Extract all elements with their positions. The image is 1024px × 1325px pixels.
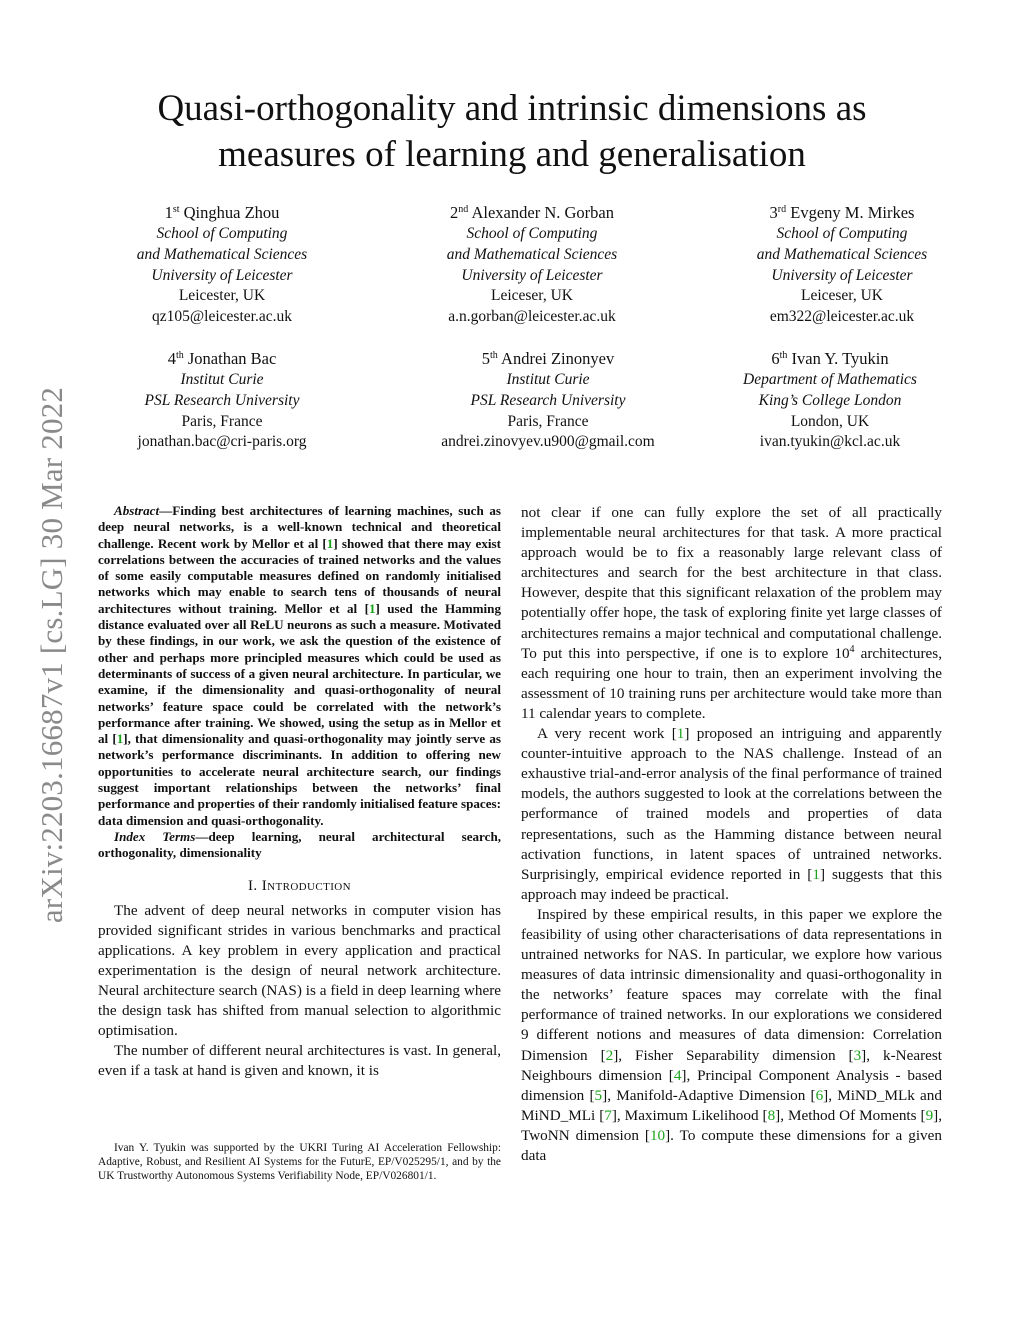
right-paragraph-3: Inspired by these empirical results, in this paper we explore the feasibility of using other characterisations of data representations in untrained networks for NAS. In particular, we explore how various measures of data intrinsic dimensionality and quasi-orthogonality in the networks’ feature spaces may correlate with the final performance of trained networks. In our explorations we considered 9 different notions and measures of data dimension: Correlation Dimension [2], Fisher Separability dimension [3], k-Nearest Neighbours dimension [4], Principal Component Analysis - based dimension [5], Manifold-Adaptive Dimension [6], MiND_MLk and MiND_MLi [7], Maximum Likelihood [8], Method Of Moments [9], TwoNN dimension [10]. To compute these dimensions for a given data: [521, 905, 943, 1164]
right-paragraph-2: A very recent work [1] proposed an intriguing and apparently counter-intuitive approach to the NAS challenge. Instead of an exhaustive trial-and-error analysis of the final performance of trained models, the authors suggested to look at the correlations between the performance of trained models and properties of data representations, such as the Hamming distance between neural activation functions, in latent spaces of untrained networks. Surprisingly, empirical evidence reported in [1] suggests that this approach may indeed be practical.: [521, 725, 942, 903]
author-affiliation: University of Leicester: [771, 266, 913, 284]
author-name: 4th Jonathan Bac: [167, 349, 277, 368]
author-affiliation: PSL Research University: [144, 391, 300, 409]
author-location: Leiceser, UK: [490, 287, 573, 305]
author-location: Paris, France: [181, 412, 263, 430]
author-affiliation: School of Computing: [466, 225, 598, 242]
title-line-2: measures of learning and generalisation: [218, 134, 806, 175]
funding-footnote: Ivan Y. Tyukin was supported by the UKRI Turing AI Acceleration Fellowship: Adaptive, Robust, and Resilient AI Systems for the FuturE, EP/V025295/1, and by the UK Trustworthy Autonomous Systems Verifiability Node, EP/V026801/1.: [98, 1142, 501, 1182]
paper-title: [100, 86, 924, 178]
author-block-1: [72, 202, 372, 328]
citation-link[interactable]: 6: [815, 1086, 824, 1104]
author-block-3: [692, 202, 992, 328]
abstract: Abstract—Finding best architectures of learning machines, such as deep neural networks, is a well-known technical and theoretical challenge. Recent work by Mellor et al [1] showed that there may exist correlations between the accuracies of trained networks and the values of some easily computable measures defined on randomly initialised networks which may enable to search tens of thousands of neural architectures without training. Mellor et al [1] used the Hamming distance evaluated over all ReLU neurons as such a measure. Motivated by these findings, in our work, we ask the question of the existence of other and perhaps more principled measures which could be used as determinants of success of a given neural architecture. In particular, we examine, if the dimensionality and quasi-orthogonality of neural networks’ feature space could be correlated with the network’s performance after training. We showed, using the setup as in Mellor et al [1], that dimensionality and quasi-orthogonality may jointly serve as network’s performance discriminants. In addition to offering new opportunities to accelerate neural architecture search, our findings suggest important relationships between the networks’ final performance and properties of their randomly initialised feature spaces: data dimension and quasi-orthogonality.: [98, 503, 501, 828]
author-name: 6th Ivan Y. Tyukin: [771, 349, 889, 368]
author-affiliation: PSL Research University: [470, 391, 626, 409]
author-email: em322@leicester.ac.uk: [769, 308, 915, 326]
author-email: jonathan.bac@cri-paris.org: [137, 433, 307, 451]
citation-link[interactable]: 2: [605, 1046, 614, 1064]
author-affiliation: and Mathematical Sciences: [756, 245, 928, 263]
author-block-6: [680, 348, 980, 453]
citation-link[interactable]: 3: [853, 1046, 862, 1064]
citation-link[interactable]: 8: [767, 1106, 776, 1124]
author-email: a.n.gorban@leicester.ac.uk: [448, 308, 616, 326]
citation-link[interactable]: 1: [326, 535, 334, 551]
author-block-2: [382, 202, 682, 328]
citation-link[interactable]: 9: [925, 1106, 934, 1124]
section-heading-introduction: I. Introduction: [248, 877, 351, 894]
author-location: Leiceser, UK: [800, 287, 883, 305]
author-block-5: [398, 348, 698, 453]
author-location: Leicester, UK: [178, 287, 266, 305]
author-location: London, UK: [790, 412, 870, 430]
author-affiliation: and Mathematical Sciences: [446, 245, 618, 263]
author-email: andrei.zinovyev.u900@gmail.com: [441, 433, 655, 451]
author-name: 5th Andrei Zinonyev: [481, 349, 615, 368]
citation-link[interactable]: 5: [594, 1086, 603, 1104]
author-block-4: [72, 348, 372, 453]
author-affiliation: School of Computing: [156, 225, 288, 242]
author-affiliation: and Mathematical Sciences: [136, 245, 308, 263]
citation-link[interactable]: 4: [673, 1066, 682, 1084]
author-affiliation: School of Computing: [776, 225, 908, 242]
citation-link[interactable]: 1: [812, 865, 820, 883]
author-affiliation: Institut Curie: [180, 371, 264, 388]
citation-link[interactable]: 1: [116, 731, 124, 747]
arxiv-identifier-stamp: arXiv:2203.16687v1 [cs.LG] 30 Mar 2022: [34, 386, 69, 924]
citation-link[interactable]: 7: [604, 1106, 612, 1124]
author-affiliation: Institut Curie: [506, 371, 590, 388]
author-email: ivan.tyukin@kcl.ac.uk: [759, 433, 901, 451]
author-email: qz105@leicester.ac.uk: [152, 308, 292, 326]
author-affiliation: University of Leicester: [151, 266, 293, 284]
intro-paragraph-1: The advent of deep neural networks in computer vision has provided significant strides in various benchmarks and practical applications. A key problem in every application and practical experimentation is the design of neural network architecture. Neural architecture search (NAS) is a field in deep learning where the design task has shifted from manual selection to algorithmic optimisation.: [98, 901, 501, 1040]
author-name: 2nd Alexander N. Gorban: [450, 203, 614, 222]
author-name: 3rd Evgeny M. Mirkes: [769, 203, 915, 222]
title-line-1: Quasi-orthogonality and intrinsic dimensions as: [157, 88, 867, 129]
right-paragraph-1: not clear if one can fully explore the set of all practically implementable neural architectures for that task. A more practical approach would be to fix a reasonably large relevant class of architectures and search for the best architecture in that class. However, despite that this significant relaxation of the problem may potentially offer hope, the task of exploring finite yet large classes of architectures remains a major technical and computational challenge. To put this into perspective, if one is to explore $10^4$ architectures, each requiring one hour to train, then an experiment involving the assessment of 10 training runs per architecture would take more than 11 calendar years to complete.: [521, 504, 942, 722]
citation-link[interactable]: 1: [368, 600, 376, 616]
left-column: [98, 503, 501, 1081]
author-affiliation: King’s College London: [758, 391, 902, 409]
citation-link[interactable]: 10: [649, 1126, 666, 1144]
citation-link[interactable]: 1: [676, 725, 685, 743]
intro-paragraph-2: The number of different neural architectures is vast. In general, even if a task at hand is given and known, it is: [98, 1042, 501, 1080]
author-name: 1st Qinghua Zhou: [164, 203, 280, 222]
right-column: [521, 503, 942, 1166]
author-affiliation: University of Leicester: [461, 266, 603, 284]
index-terms: Index Terms—deep learning, neural architectural search, orthogonality, dimensionality: [98, 828, 501, 861]
author-affiliation: Department of Mathematics: [743, 371, 917, 388]
author-location: Paris, France: [507, 412, 589, 430]
